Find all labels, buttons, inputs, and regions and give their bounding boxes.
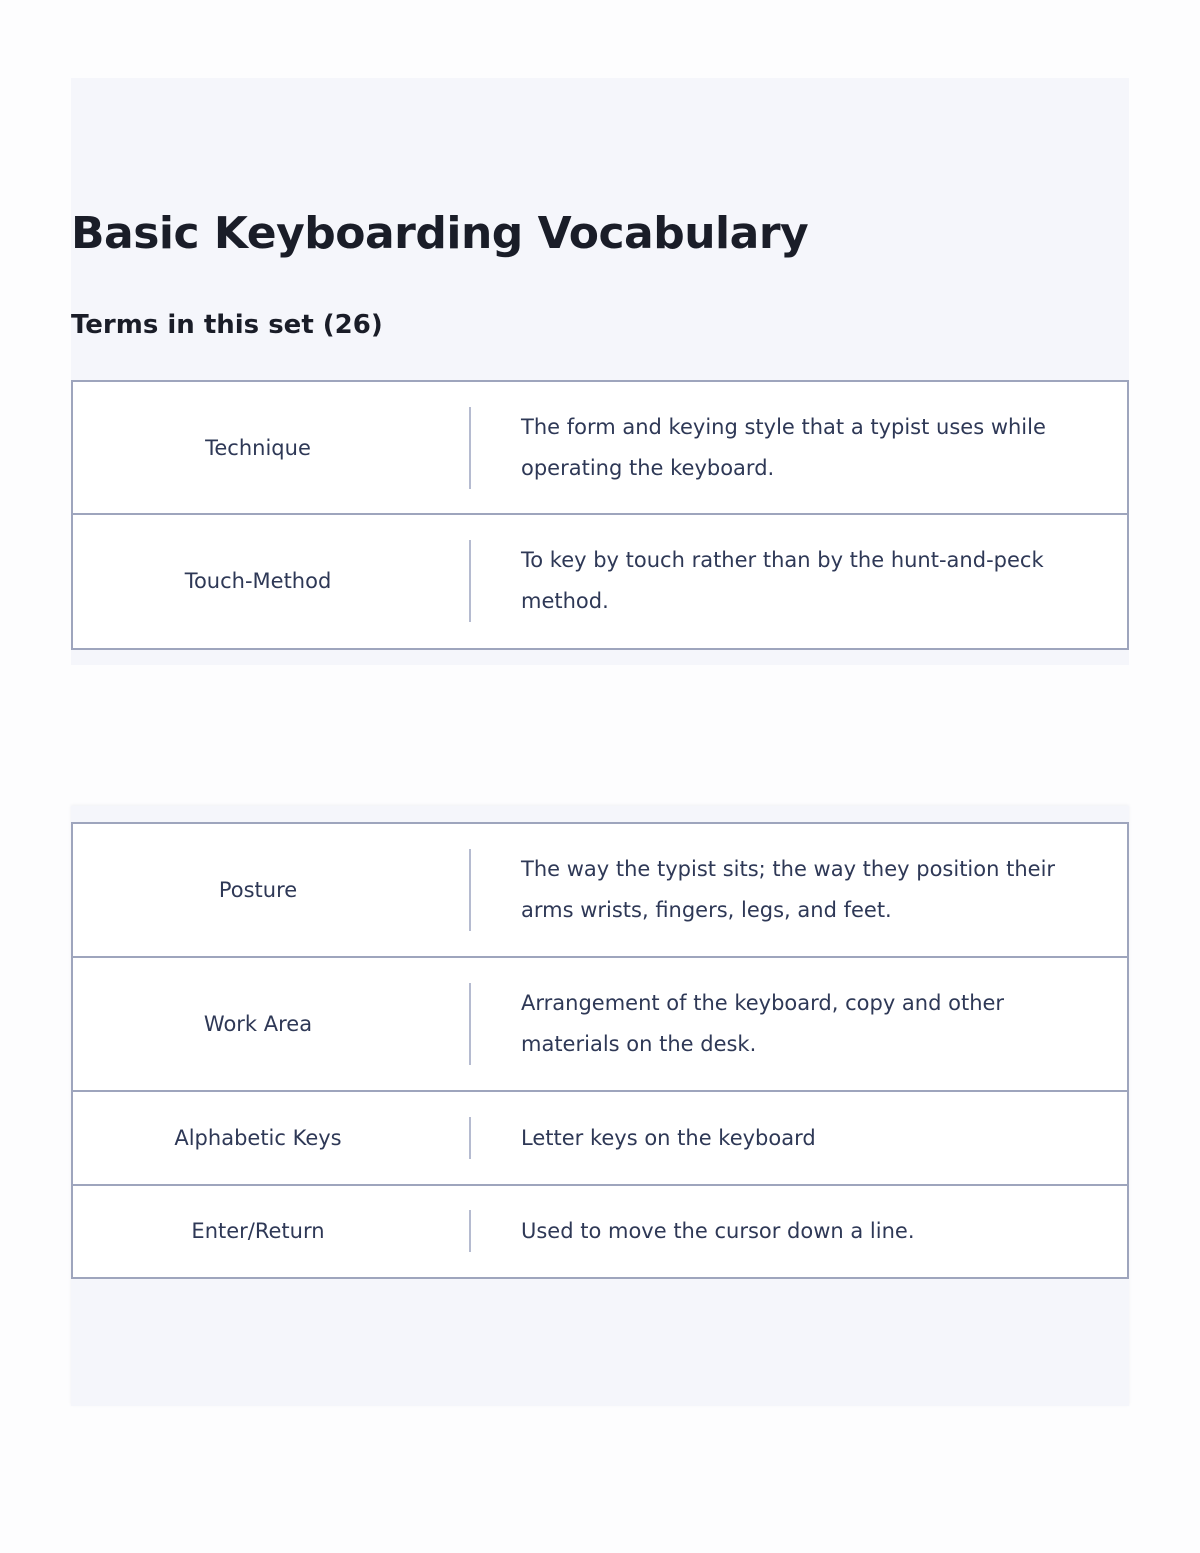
term-word: Touch-Method bbox=[184, 569, 332, 593]
set-title: Basic Keyboarding Vocabulary bbox=[71, 208, 809, 259]
terms-heading: Terms in this set (26) bbox=[71, 310, 383, 340]
term-definition: Arrangement of the keyboard, copy and other materials on the desk. bbox=[521, 991, 1005, 1056]
term-definition: Used to move the cursor down a line. bbox=[521, 1218, 915, 1243]
term-row[interactable] bbox=[71, 380, 1129, 515]
term-row[interactable] bbox=[71, 822, 1129, 958]
term-word: Enter/Return bbox=[191, 1219, 325, 1243]
term-row[interactable] bbox=[71, 956, 1129, 1093]
term-row[interactable] bbox=[71, 1184, 1129, 1279]
term-word: Posture bbox=[218, 878, 298, 902]
term-list-page-2 bbox=[71, 822, 1129, 1279]
term-word: Technique bbox=[205, 435, 311, 460]
term-definition: The way the typist sits; the way they position their arms wrists, fingers, legs, and feet. bbox=[521, 857, 1056, 922]
term-definition: The form and keying style that a typist uses while operating the keyboard. bbox=[521, 414, 1046, 480]
term-word: Work Area bbox=[203, 1012, 313, 1036]
term-row[interactable] bbox=[71, 1090, 1129, 1186]
term-word: Alphabetic Keys bbox=[174, 1126, 342, 1150]
term-definition: Letter keys on the keyboard bbox=[521, 1125, 816, 1150]
term-definition: To key by touch rather than by the hunt-and-peck method. bbox=[521, 548, 1044, 613]
term-list-page-1 bbox=[71, 380, 1129, 650]
term-row[interactable] bbox=[71, 513, 1129, 650]
